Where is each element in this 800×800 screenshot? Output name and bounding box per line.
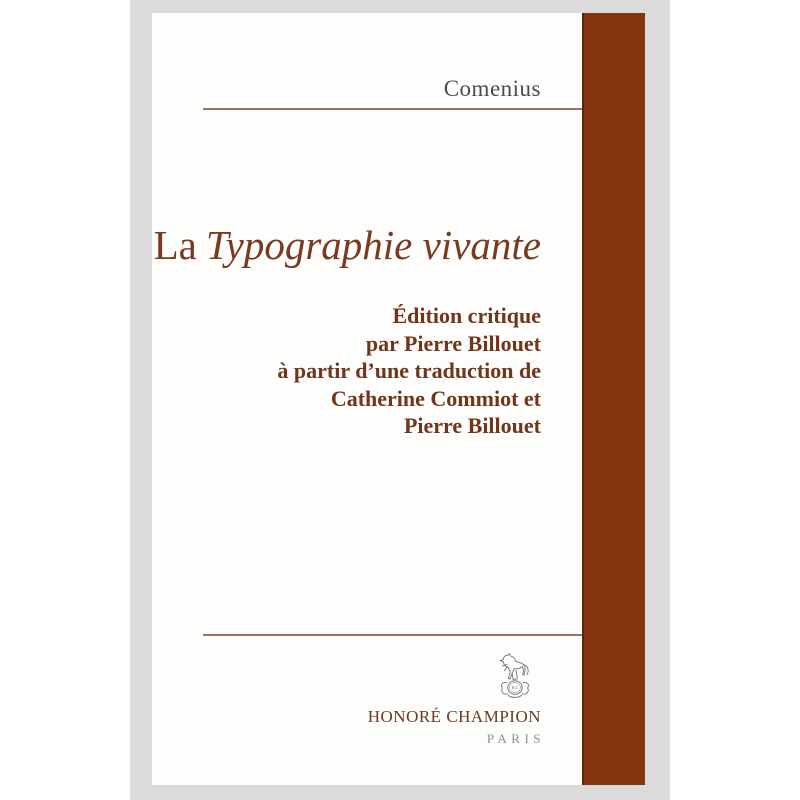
title-lead: La	[153, 222, 197, 268]
edition-note-line: Édition critique	[392, 303, 541, 328]
emblem-initials: H.C	[511, 685, 519, 690]
product-photo-background	[130, 0, 670, 800]
book-cover	[152, 13, 645, 785]
front-cover	[152, 13, 582, 785]
publisher-name: HONORÉ CHAMPION	[367, 707, 541, 726]
edition-note-line: Pierre Billouet	[403, 413, 541, 438]
publisher-city: PARIS	[486, 731, 545, 746]
publisher-block	[367, 652, 545, 747]
edition-note-line: à partir d’une traduction de	[277, 358, 541, 383]
top-rule	[203, 108, 582, 110]
bottom-rule	[203, 634, 582, 636]
title-italic: Typographie vivante	[205, 222, 541, 268]
edition-note-line: par Pierre Billouet	[365, 330, 541, 356]
book-title	[154, 221, 541, 269]
horse-crest-icon	[491, 652, 539, 702]
edition-note	[277, 302, 541, 440]
book-spine	[582, 13, 645, 785]
edition-note-line: Catherine Commiot et	[330, 385, 541, 411]
author-name: Comenius	[443, 76, 541, 101]
